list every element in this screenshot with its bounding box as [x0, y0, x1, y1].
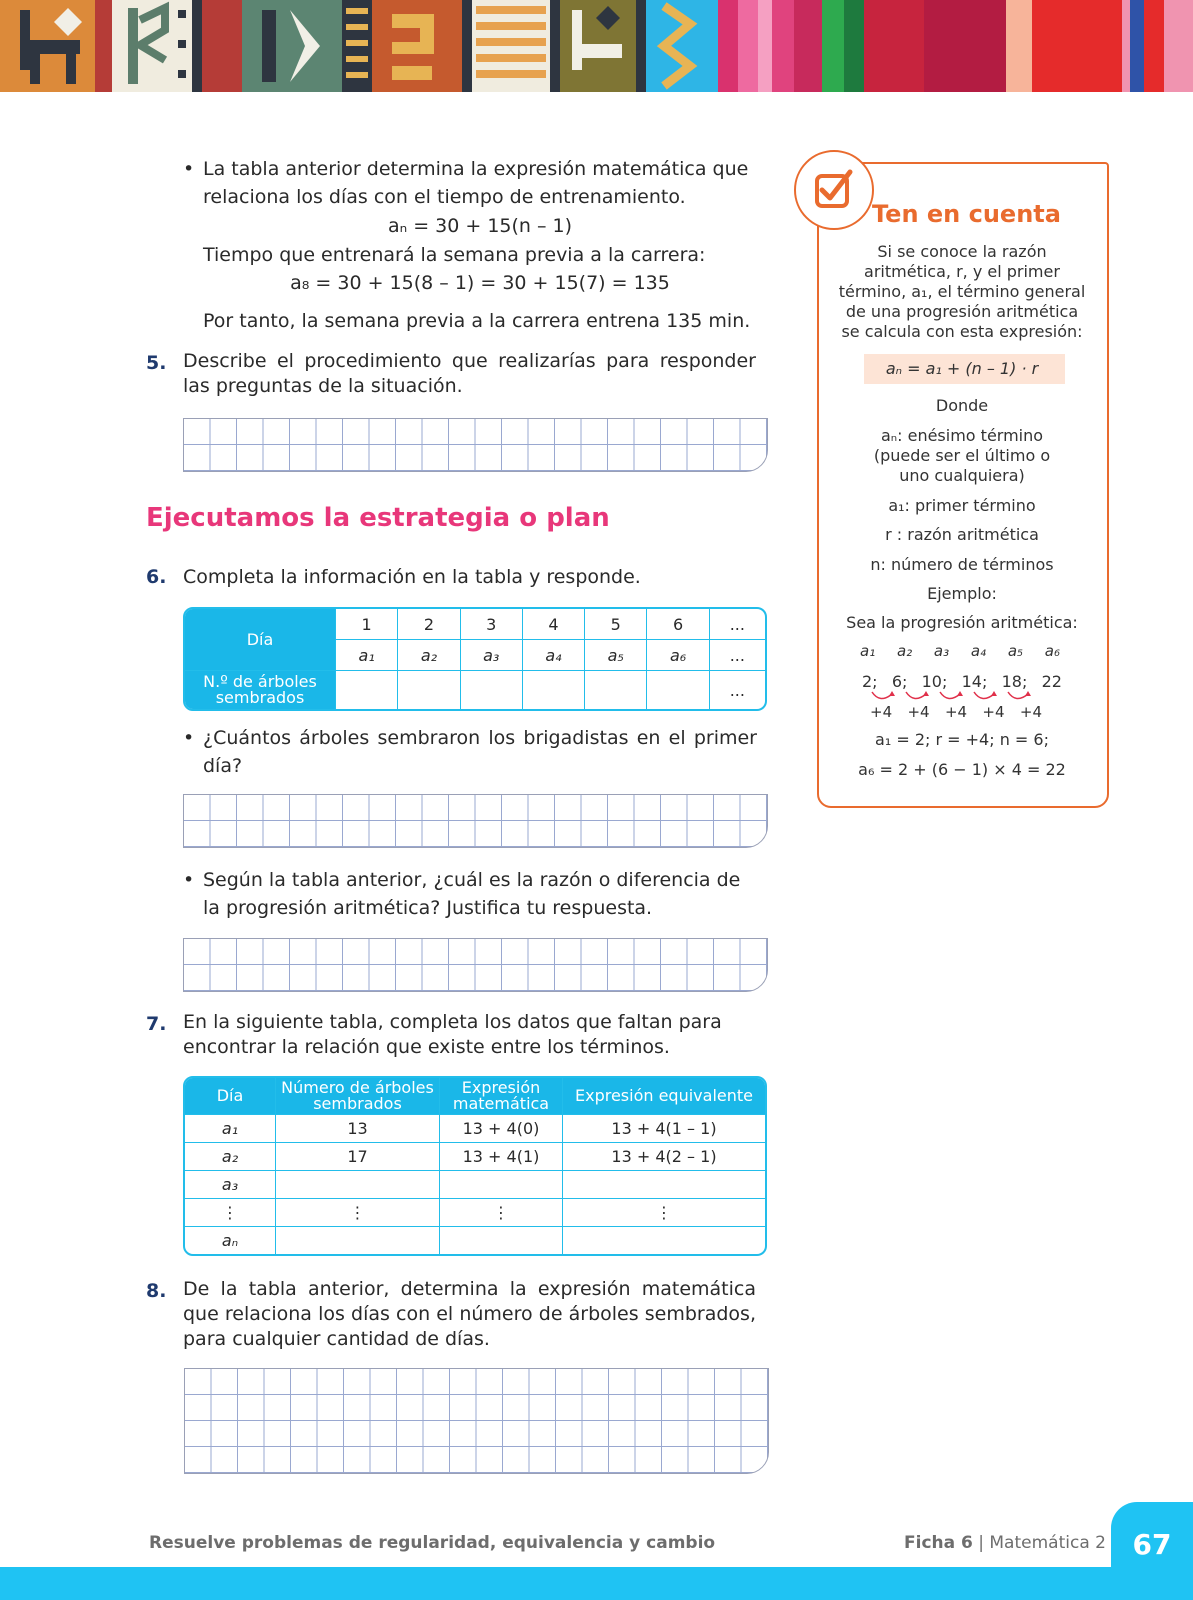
question-5-number: 5.	[146, 352, 167, 374]
footer-competency: Resuelve problemas de regularidad, equivalencia y cambio	[149, 1533, 716, 1553]
answer-grid-q5[interactable]	[183, 418, 768, 472]
decorative-textile-banner	[0, 0, 1193, 92]
table-cell: 13 + 4(1 – 1)	[563, 1115, 765, 1143]
header-dia: Día	[185, 1078, 276, 1115]
example-value: 2;	[862, 672, 878, 691]
footer-subject: Matemática 2	[989, 1533, 1106, 1553]
example-term: a₃	[933, 642, 950, 660]
example-diffs	[870, 703, 1042, 721]
question-6-number: 6.	[146, 566, 167, 588]
question-7-number: 7.	[146, 1013, 167, 1035]
example-term: a₅	[1007, 642, 1024, 660]
question-8-text: De la tabla anterior, determina la expresión matemática que relaciona los días con el número de árboles sembrados, para cualquier cantidad de días.	[183, 1278, 756, 1350]
table-cell: a₂	[185, 1143, 276, 1171]
conclusion-text: Por tanto, la semana previa a la carrera entrena 135 min.	[203, 310, 751, 332]
input-cell[interactable]	[276, 1227, 440, 1254]
example-term: a₄	[970, 642, 987, 660]
table-cell: 13 + 4(2 – 1)	[563, 1143, 765, 1171]
tip-def-a1: a₁: primer término	[888, 496, 1036, 515]
footer-bar	[0, 1567, 1193, 1600]
footer-separator: |	[978, 1533, 984, 1553]
tip-donde: Donde	[935, 396, 989, 415]
bullet-q6-first-day: • ¿Cuántos árboles sembraron los brigadistas en el primer día?	[203, 724, 757, 780]
trees-input-cell[interactable]	[461, 671, 523, 709]
example-value: 22	[1041, 672, 1062, 691]
example-term: a₆	[1044, 642, 1060, 660]
day-cell: 6	[647, 609, 709, 640]
tip-result: a₆ = 2 + (6 − 1) × 4 = 22	[858, 760, 1066, 779]
table-cell: a₃	[185, 1171, 276, 1199]
table-cell: 13 + 4(0)	[440, 1115, 563, 1143]
day-cell: 1	[336, 609, 398, 640]
example-value: 18;	[1001, 672, 1028, 691]
checkmark-icon	[796, 152, 872, 228]
table-cell: 17	[276, 1143, 440, 1171]
term-cell: a₁	[336, 640, 398, 671]
bullet-q6-ratio: • Según la tabla anterior, ¿cuál es la razón o diferencia de la progresión aritmética? Justifica tu respuesta.	[203, 866, 763, 922]
trees-input-cell[interactable]	[398, 671, 460, 709]
example-term: a₂	[896, 642, 913, 660]
day-cell: 5	[585, 609, 647, 640]
table-cell: aₙ	[185, 1227, 276, 1254]
day-cell: 4	[523, 609, 585, 640]
ellipsis-cell: ⋮	[563, 1199, 765, 1227]
example-value: 6;	[891, 672, 908, 691]
example-term: a₁	[860, 642, 876, 660]
example-diff: +4	[907, 703, 930, 721]
time-label: Tiempo que entrenará la semana previa a la carrera:	[203, 244, 706, 266]
tip-params: a₁ = 2; r = +4; n = 6;	[875, 730, 1049, 749]
example-diff: +4	[944, 703, 968, 721]
trees-input-cell[interactable]	[523, 671, 585, 709]
progression-table	[183, 607, 767, 711]
tip-def-an: aₙ: enésimo término (puede ser el último o uno cualquiera)	[873, 426, 1051, 485]
example-diff: +4	[870, 703, 893, 721]
ellipsis-cell: ⋮	[440, 1199, 563, 1227]
term-cell: a₂	[398, 640, 460, 671]
tip-def-r: r : razón aritmética	[885, 525, 1039, 544]
day-cell: ...	[710, 609, 765, 640]
day-cell: 2	[398, 609, 460, 640]
table-cell: a₁	[185, 1115, 276, 1143]
answer-grid-q6-first[interactable]	[183, 794, 768, 848]
answer-grid-q8[interactable]	[184, 1368, 769, 1474]
relation-table	[183, 1076, 767, 1256]
input-cell[interactable]	[563, 1171, 765, 1199]
checkbox-icon-circle	[794, 150, 874, 230]
answer-grid-q6-ratio[interactable]	[183, 938, 768, 992]
bullet-item4-text: • La tabla anterior determina la expresión matemática que relaciona los días con el tiempo de entrenamiento.	[203, 155, 757, 211]
input-cell[interactable]	[440, 1227, 563, 1254]
question-7-text: En la siguiente tabla, completa los datos que faltan para encontrar la relación que existe entre los términos.	[183, 1011, 722, 1058]
term-cell: a₃	[461, 640, 523, 671]
table-cell: 13	[276, 1115, 440, 1143]
footer-ficha-block	[904, 1533, 1106, 1553]
table-cell: 13 + 4(1)	[440, 1143, 563, 1171]
trees-input-cell[interactable]	[336, 671, 398, 709]
input-cell[interactable]	[563, 1227, 765, 1254]
example-diff: +4	[1019, 703, 1042, 721]
formula-an: aₙ = 30 + 15(n – 1)	[387, 215, 573, 237]
page-number: 67	[1132, 1528, 1172, 1561]
trees-input-cell[interactable]	[647, 671, 709, 709]
table-header-trees: N.º de árboles sembrados	[185, 671, 336, 709]
footer-ficha: Ficha 6	[904, 1533, 973, 1553]
example-value: 14;	[961, 672, 988, 691]
header-trees: Número de árboles sembrados	[276, 1078, 440, 1115]
trees-input-cell[interactable]	[585, 671, 647, 709]
term-cell: ...	[710, 640, 765, 671]
example-terms	[860, 642, 1060, 660]
tip-sea: Sea la progresión aritmética:	[846, 613, 1078, 632]
question-5-text: Describe el procedimiento que realizarías para responder las preguntas de la situación.	[183, 350, 756, 397]
trees-last-cell: ...	[729, 680, 745, 700]
tip-ejemplo: Ejemplo:	[927, 584, 997, 603]
term-cell: a₆	[647, 640, 709, 671]
input-cell[interactable]	[276, 1171, 440, 1199]
header-expression: Expresión matemática	[440, 1078, 563, 1115]
question-6-text: Completa la información en la tabla y responde.	[183, 566, 641, 588]
term-cell: a₅	[585, 640, 647, 671]
section-heading: Ejecutamos la estrategia o plan	[146, 503, 610, 533]
tip-formula: aₙ = a₁ + (n – 1) · r	[885, 359, 1039, 378]
ellipsis-cell: ⋮	[185, 1199, 276, 1227]
tip-title: Ten en cuenta	[872, 200, 1061, 228]
header-equivalent: Expresión equivalente	[563, 1078, 765, 1115]
tip-intro: Si se conoce la razón aritmética, r, y el primer término, a₁, el término general de una progresión aritmética se calcula con esta expresión:	[838, 242, 1086, 341]
term-cell: a₄	[523, 640, 585, 671]
ellipsis-cell: ⋮	[276, 1199, 440, 1227]
tip-def-n: n: número de términos	[870, 555, 1054, 574]
day-cell: 3	[461, 609, 523, 640]
example-diff: +4	[982, 703, 1005, 721]
calc-a8: a₈ = 30 + 15(8 – 1) = 30 + 15(7) = 135	[290, 272, 670, 294]
input-cell[interactable]	[440, 1171, 563, 1199]
question-8-number: 8.	[146, 1280, 167, 1302]
example-value: 10;	[921, 672, 948, 691]
table-header-dia: Día	[185, 609, 336, 671]
